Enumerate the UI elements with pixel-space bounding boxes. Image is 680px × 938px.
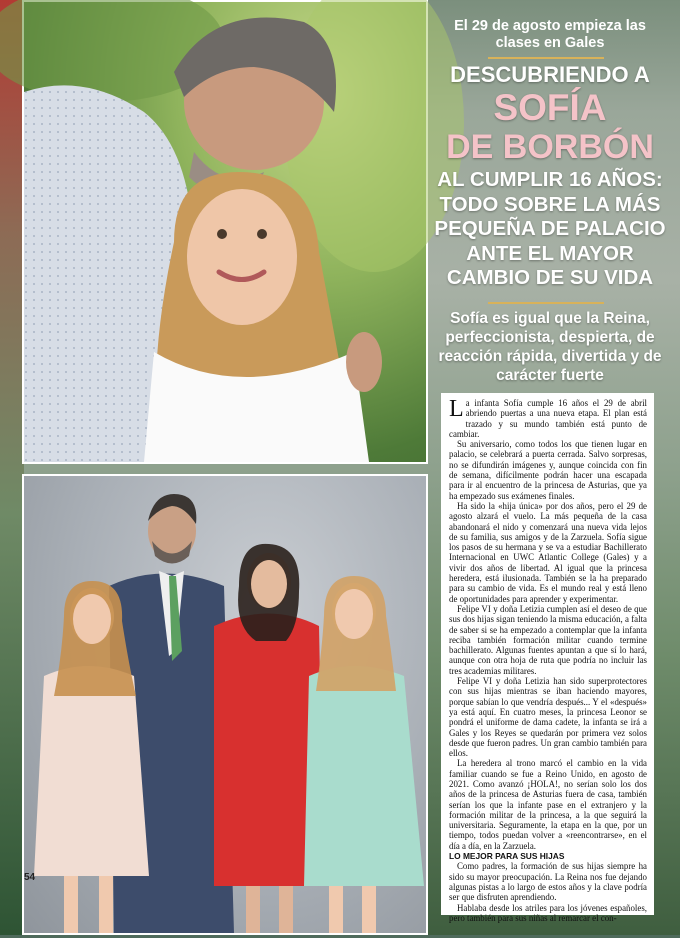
photo-father-daughter <box>22 0 428 464</box>
photo-bottom-illustration <box>24 476 426 933</box>
kicker-rule <box>488 57 604 59</box>
standfirst: Sofía es igual que la Reina, perfeccionista, despierta, de reacción rápida, divertida y de carácter fuerte <box>438 310 662 384</box>
article-paragraph-text: a infanta Sofía cumple 16 años el 29 de abril abriendo puertas a una nueva etapa. El plan está trazado y su mundo también está punto de cambiar. <box>449 398 647 439</box>
headline-deck: AL CUMPLIR 16 AÑOS: TODO SOBRE LA MÁS PEQUEÑA DE PALACIO ANTE EL MAYOR CAMBIO DE SU VIDA <box>434 168 666 289</box>
article-body <box>441 393 654 923</box>
page-number: 54 <box>24 872 36 883</box>
headline-surname: DE BORBÓN <box>446 128 654 166</box>
article-paragraph: Felipe VI y doña Letizia cumplen así el deseo de que sus dos hijas sigan teniendo la misma educación, a falta de saber si se ha empezado a contemplar que la infanta reciba también formación militar cuando termine bachillerato. Algunas fuentes apuntan a que sí lo hará, aunque con otra hoja de ruta que podría no incluir las tres academias militares. <box>449 603 647 676</box>
article-subhead: LO MEJOR PARA SUS HIJAS <box>449 851 565 862</box>
standfirst-rule <box>488 302 604 304</box>
article-paragraph: Hablaba desde los atriles para los jóvenes españoles, pero también para sus niñas al remarcar el con- <box>449 902 647 923</box>
article-paragraph: Ha sido la «hija única» por dos años, pero el 29 de agosto alzará el vuelo. La más pequeña de la casa abandonará el nido y comenzará una nueva vida lejos de su familia, sus amigos y de la Zarzuela. Sofía sigue los pasos de su hermana y se va a estudiar Bachillerato Internacional en UWC Atlantic College (Gales) y a vivir dos años de libertad. Al igual que la princesa heredera, está ilusionada. También se la ha preparado para su cambio de vida. Es el mundo real y está lleno de oportunidades para aprender y experimentar. <box>449 500 647 604</box>
left-edge-background <box>0 0 24 935</box>
dropcap: L <box>449 396 464 422</box>
headline-name: SOFÍA <box>493 87 607 128</box>
article-paragraph: La heredera al trono marcó el cambio en la vida familiar cuando se fue a Reino Unido, en agosto de 2021. Como avanzó ¡HOLA!, no serían solo los dos años de la princesa de Asturias fuera de casa, también serían los que la infante pase en el extranjero y la formación militar de la princesa, a la que seguirá la universitaria. Seguramente, la etapa en la que, por un tiempo, todos puedan volver a «reencontrarse», en el día a día, en la Zarzuela. <box>449 758 647 851</box>
photo-royal-family <box>22 474 428 935</box>
headline-line1: DESCUBRIENDO A <box>450 62 650 87</box>
kicker: El 29 de agosto empieza las clases en Gales <box>454 18 646 51</box>
article-paragraph: Como padres, la formación de sus hijas siempre ha sido su mayor preocupación. La Reina nos fue dejando algunas pistas a lo largo de estos años y la clave podría ser que disfruten aprendiendo. <box>449 861 647 903</box>
photo-top-illustration <box>24 2 426 462</box>
article-paragraph: Felipe VI y doña Letizia han sido superprotectores con sus hijas mientras se iban haciendo mayores, porque sabían lo que vendría después... Y el «después» ya está aquí. En cuatro meses, la princesa Leonor se pondrá el uniforme de dama cadete, la infanta se irá a Gales y los Reyes se quedarán por primera vez solos desde que fueron padres. Un gran cambio también para ellos. <box>449 676 647 759</box>
article-paragraph: Su aniversario, como todos los que tienen lugar en palacio, se celebrará a puerta cerrada. Salvo sorpresas, no se difundirán imágenes y, aunque coincida con fin de semana, difícilmente podrán hacer una escapada para ir al encuentro de la princesa de Asturias, que ya ha empezado sus exámenes finales. <box>449 439 647 501</box>
article-paragraph <box>449 398 647 439</box>
